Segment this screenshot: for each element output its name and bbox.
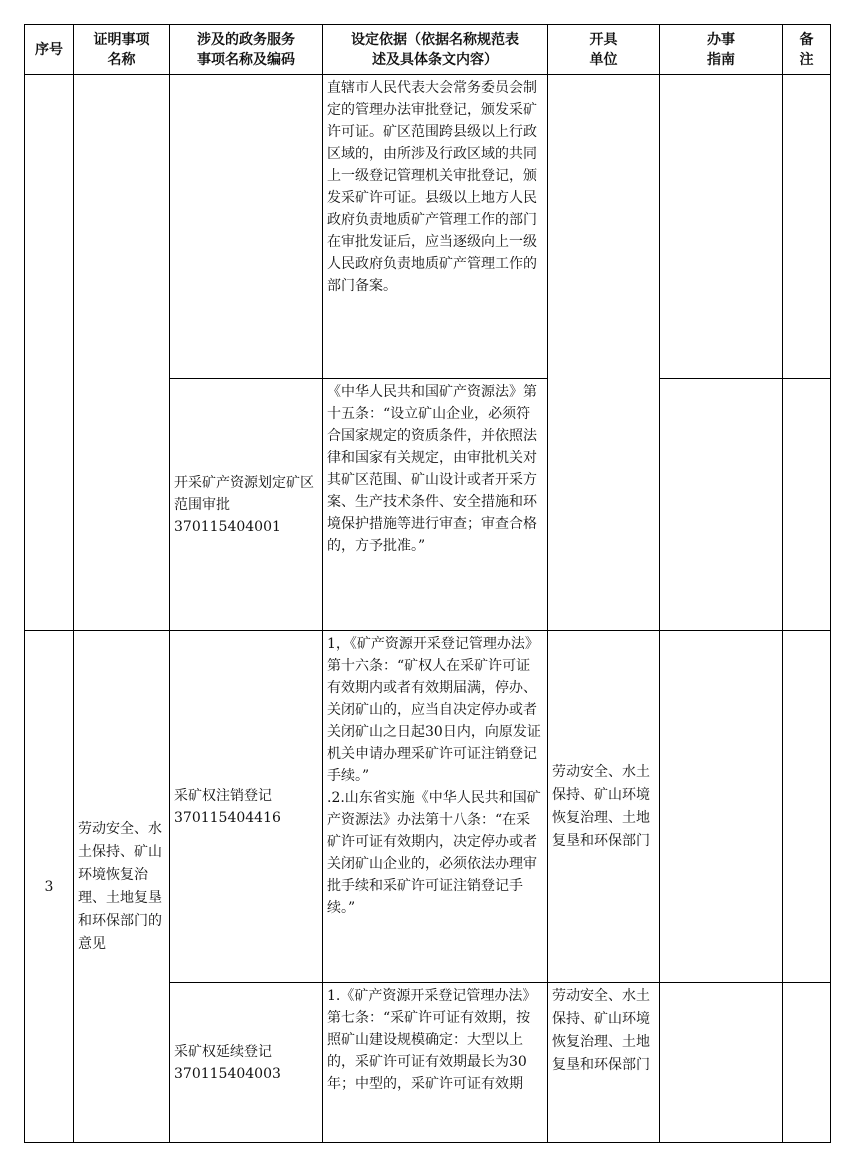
issuer-cell-empty xyxy=(548,75,660,631)
service-cell xyxy=(170,983,323,1143)
cert-name-cell: 劳动安全、水土保持、矿山环境恢复治理、土地复垦和环保部门的意见 xyxy=(74,631,170,1143)
table-row xyxy=(25,75,831,379)
guide-cell xyxy=(660,631,783,983)
guide-cell xyxy=(660,379,783,631)
cert-name-cell-empty xyxy=(74,75,170,631)
guide-cell xyxy=(660,983,783,1143)
issuer-cell: 劳动安全、水土保持、矿山环境恢复治理、土地复垦和环保部门 xyxy=(548,631,660,983)
header-row xyxy=(25,25,831,75)
basis-cell: 1，《矿产资源开采登记管理办法》第十六条：“矿权人在采矿许可证有效期内或者有效期届满，停办、关闭矿山的，应当自决定停办或者关闭矿山之日起30日内，向原发证机关申请办理采矿许可证注销登记手续。” .2.山东省实施《中华人民共和国矿产资源法》办法第十八条：“在采矿许可证有效期内，决定停办或者关闭矿山企业的，必须依法办理审批手续和采矿许可证注销登记手续。” xyxy=(323,631,548,983)
table-row xyxy=(25,631,831,983)
header-seq: 序号 xyxy=(25,25,74,75)
note-cell xyxy=(783,379,831,631)
header-note: 备 注 xyxy=(783,25,831,75)
basis-cell: 1.《矿产资源开采登记管理办法》第七条：“采矿许可证有效期，按照矿山建设规模确定：大型以上的，采矿许可证有效期最长为30年；中型的，采矿许可证有效期 xyxy=(323,983,548,1143)
basis-cell: 《中华人民共和国矿产资源法》第十五条：“设立矿山企业，必须符合国家规定的资质条件，并依照法律和国家有关规定，由审批机关对其矿区范围、矿山设计或者开采方案、生产技术条件、安全措施和环境保护措施等进行审查；审查合格的，方予批准。” xyxy=(323,379,548,631)
service-name: 采矿权延续登记 xyxy=(174,1043,272,1060)
service-cell xyxy=(170,379,323,631)
basis-cell: 直辖市人民代表大会常务委员会制定的管理办法审批登记，颁发采矿许可证。矿区范围跨县级以上行政区域的，由所涉及行政区域的共同上一级登记管理机关审批登记，颁发采矿许可证。县级以上地方人民政府负责地质矿产管理工作的部门在审批发证后，应当逐级向上一级人民政府负责地质矿产管理工作的部门备案。 xyxy=(323,75,548,379)
header-gov-service: 涉及的政务服务 事项名称及编码 xyxy=(170,25,323,75)
seq-cell: 3 xyxy=(25,631,74,1143)
certification-table xyxy=(24,24,831,1143)
header-basis: 设定依据（依据名称规范表 述及具体条文内容） xyxy=(323,25,548,75)
service-code: 370115404003 xyxy=(174,1065,281,1082)
header-cert-name: 证明事项 名称 xyxy=(74,25,170,75)
service-cell xyxy=(170,631,323,983)
header-issuer: 开具 单位 xyxy=(548,25,660,75)
seq-cell-empty xyxy=(25,75,74,631)
service-cell-empty xyxy=(170,75,323,379)
service-name: 采矿权注销登记 xyxy=(174,787,272,804)
header-guide: 办事 指南 xyxy=(660,25,783,75)
issuer-cell: 劳动安全、水土保持、矿山环境恢复治理、土地复垦和环保部门 xyxy=(548,983,660,1143)
service-code: 370115404416 xyxy=(174,809,281,826)
service-code: 370115404001 xyxy=(174,518,281,535)
note-cell xyxy=(783,75,831,379)
guide-cell xyxy=(660,75,783,379)
service-name: 开采矿产资源划定矿区范围审批 xyxy=(174,474,314,513)
note-cell xyxy=(783,631,831,983)
note-cell xyxy=(783,983,831,1143)
